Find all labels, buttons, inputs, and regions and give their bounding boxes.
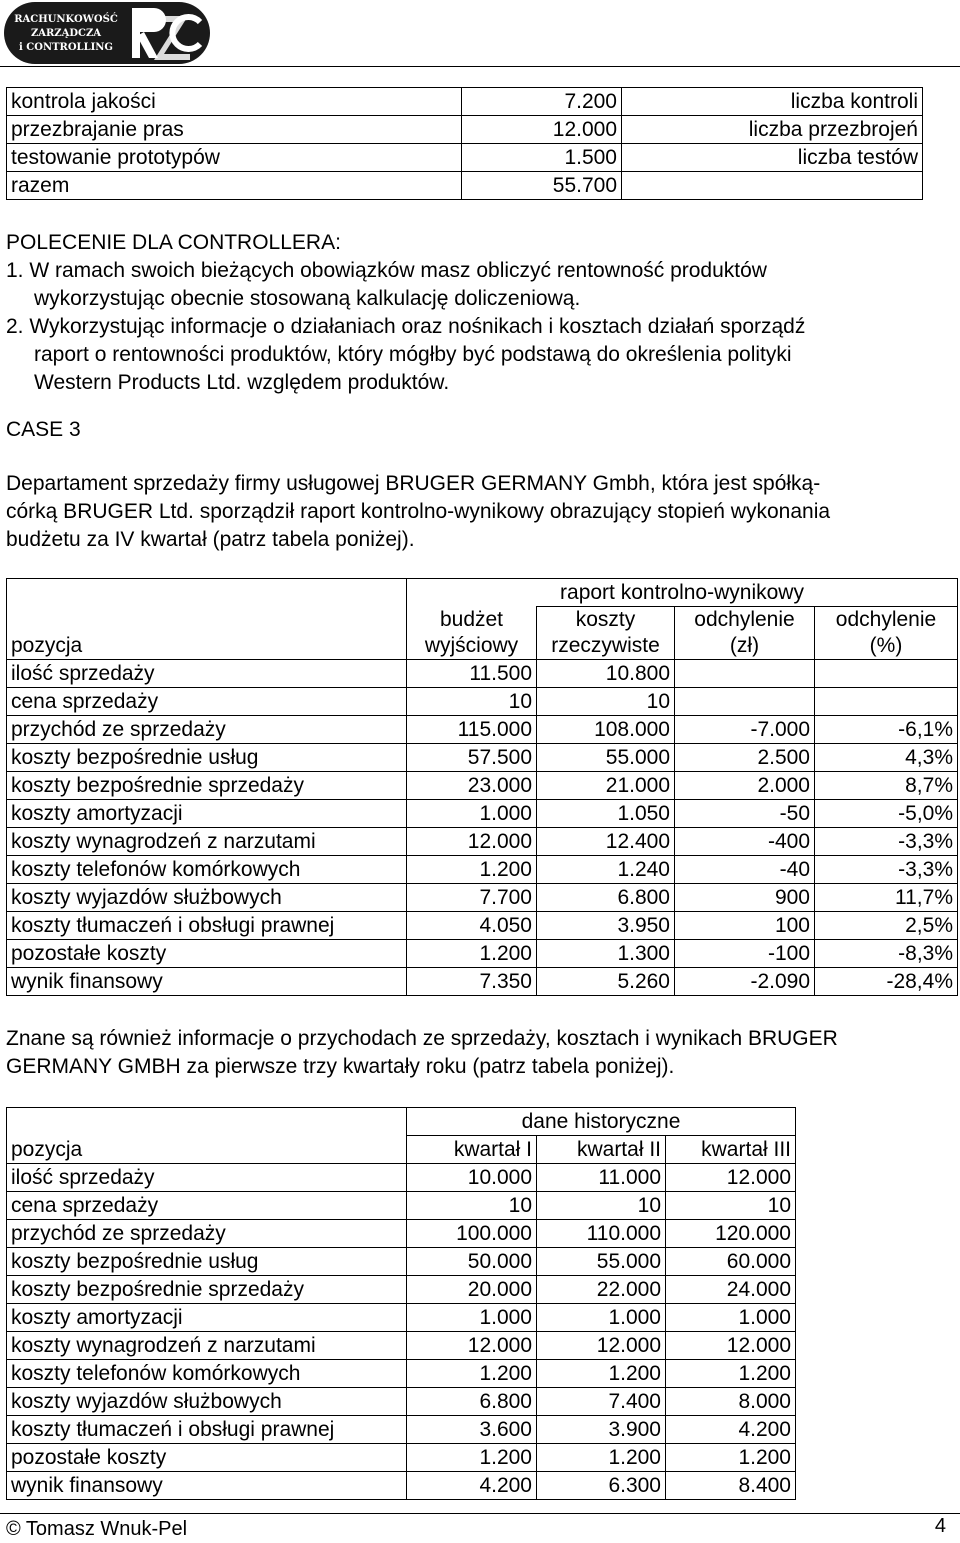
actual-value: 21.000: [537, 772, 675, 800]
variance-zl: 900: [675, 884, 815, 912]
item-name: przychód ze sprzedaży: [7, 1220, 407, 1248]
table-row: [7, 744, 958, 772]
table-row: [7, 1164, 796, 1192]
item-name: koszty amortyzacji: [7, 800, 407, 828]
q1-value: 50.000: [407, 1248, 537, 1276]
actual-value: 5.260: [537, 968, 675, 996]
budget-value: 115.000: [407, 716, 537, 744]
q1-value: 4.200: [407, 1472, 537, 1500]
table-row: [7, 88, 923, 116]
table-row: [7, 1220, 796, 1248]
item-name: cena sprzedaży: [7, 688, 407, 716]
activity-cost: 55.700: [462, 172, 622, 200]
budget-value: 4.050: [407, 912, 537, 940]
variance-zl: 2.500: [675, 744, 815, 772]
q2-value: 6.300: [537, 1472, 666, 1500]
variance-zl: -7.000: [675, 716, 815, 744]
item-name: pozostałe koszty: [7, 940, 407, 968]
case-intro-line-1: Departament sprzedaży firmy usługowej BRUGER GERMANY Gmbh, która jest spółką-: [6, 472, 821, 495]
item-name: koszty wyjazdów służbowych: [7, 884, 407, 912]
q1-value: 100.000: [407, 1220, 537, 1248]
q2-value: 1.200: [537, 1444, 666, 1472]
actual-value: 1.050: [537, 800, 675, 828]
item-name: koszty amortyzacji: [7, 1304, 407, 1332]
item-name: wynik finansowy: [7, 968, 407, 996]
hist-col-header-q3: kwartał III: [666, 1136, 796, 1164]
hist-group-header: dane historyczne: [407, 1108, 796, 1136]
budget-value: 23.000: [407, 772, 537, 800]
item-name: koszty bezpośrednie usług: [7, 744, 407, 772]
q2-value: 12.000: [537, 1332, 666, 1360]
budget-value: 11.500: [407, 660, 537, 688]
actual-value: 55.000: [537, 744, 675, 772]
item-name: cena sprzedaży: [7, 1192, 407, 1220]
historical-intro: [6, 1025, 951, 1081]
q1-value: 12.000: [407, 1332, 537, 1360]
budget-value: 10: [407, 688, 537, 716]
q3-value: 1.200: [666, 1444, 796, 1472]
variance-pct: 4,3%: [815, 744, 958, 772]
actual-value: 1.300: [537, 940, 675, 968]
variance-pct: [815, 660, 958, 688]
item-name: koszty bezpośrednie sprzedaży: [7, 1276, 407, 1304]
activity-cost: 1.500: [462, 144, 622, 172]
q2-value: 11.000: [537, 1164, 666, 1192]
variance-pct: -8,3%: [815, 940, 958, 968]
table-row: [7, 116, 923, 144]
col-header-odchylenie-pct: odchylenie (%): [815, 607, 958, 660]
table-row: [7, 144, 923, 172]
variance-pct: -28,4%: [815, 968, 958, 996]
case-intro-line-2: córką BRUGER Ltd. sporządził raport kontrolno-wynikowy obrazujący stopień wykonania: [6, 500, 831, 523]
actual-value: 1.240: [537, 856, 675, 884]
variance-pct: 11,7%: [815, 884, 958, 912]
table-row: [7, 772, 958, 800]
table-row: [7, 828, 958, 856]
instruction-2-line-2: raport o rentowności produktów, który mógłby być podstawą do określenia polityki: [34, 343, 792, 366]
q3-value: 8.000: [666, 1388, 796, 1416]
case-title: CASE 3: [6, 418, 81, 441]
item-name: koszty wynagrodzeń z narzutami: [7, 828, 407, 856]
actual-value: 12.400: [537, 828, 675, 856]
col-header-odchylenie-zl: odchylenie (zł): [675, 607, 815, 660]
budget-value: 1.200: [407, 856, 537, 884]
q3-value: 12.000: [666, 1332, 796, 1360]
col-header-budzet: budżet wyjściowy: [407, 607, 537, 660]
variance-zl: -400: [675, 828, 815, 856]
q2-value: 10: [537, 1192, 666, 1220]
header-rule: [0, 66, 960, 67]
q2-value: 22.000: [537, 1276, 666, 1304]
instruction-2-line-1: 2. Wykorzystując informacje o działaniach oraz nośnikach i kosztach działań sporządź: [6, 315, 806, 338]
table-row: [7, 800, 958, 828]
control-report-table: [6, 578, 958, 996]
variance-zl: 2.000: [675, 772, 815, 800]
table-row: [7, 1472, 796, 1500]
item-name: ilość sprzedaży: [7, 660, 407, 688]
cost-driver: liczba testów: [622, 144, 923, 172]
table-row: [7, 940, 958, 968]
actual-value: 3.950: [537, 912, 675, 940]
q3-value: 1.200: [666, 1360, 796, 1388]
item-name: koszty wyjazdów służbowych: [7, 1388, 407, 1416]
historical-data-table: [6, 1107, 796, 1500]
col-header-pozycja: pozycja: [7, 579, 407, 660]
activity-name: testowanie prototypów: [7, 144, 462, 172]
table-row: [7, 716, 958, 744]
variance-zl: [675, 688, 815, 716]
col-header-koszty: koszty rzeczywiste: [537, 607, 675, 660]
item-name: koszty tłumaczeń i obsługi prawnej: [7, 1416, 407, 1444]
table-row: [7, 856, 958, 884]
table-row: [7, 688, 958, 716]
variance-pct: -3,3%: [815, 856, 958, 884]
table-row: [7, 1416, 796, 1444]
activity-name: razem: [7, 172, 462, 200]
actual-value: 6.800: [537, 884, 675, 912]
activity-name: kontrola jakości: [7, 88, 462, 116]
q3-value: 8.400: [666, 1472, 796, 1500]
variance-pct: -5,0%: [815, 800, 958, 828]
instructions-heading: POLECENIE DLA CONTROLLERA:: [6, 231, 341, 254]
item-name: koszty telefonów komórkowych: [7, 856, 407, 884]
activity-cost: 12.000: [462, 116, 622, 144]
table-row: [7, 912, 958, 940]
instruction-2-line-3: Western Products Ltd. względem produktów.: [34, 371, 450, 394]
q2-value: 1.000: [537, 1304, 666, 1332]
activities-table: [6, 87, 923, 200]
variance-pct: [815, 688, 958, 716]
item-name: przychód ze sprzedaży: [7, 716, 407, 744]
activity-name: przezbrajanie pras: [7, 116, 462, 144]
table-row: [7, 1192, 796, 1220]
case-intro-line-3: budżetu za IV kwartał (patrz tabela poniżej).: [6, 528, 415, 551]
q3-value: 60.000: [666, 1248, 796, 1276]
actual-value: 10: [537, 688, 675, 716]
q1-value: 3.600: [407, 1416, 537, 1444]
q1-value: 1.200: [407, 1444, 537, 1472]
variance-pct: -6,1%: [815, 716, 958, 744]
page-number: 4: [934, 1515, 946, 1537]
actual-value: 108.000: [537, 716, 675, 744]
item-name: koszty tłumaczeń i obsługi prawnej: [7, 912, 407, 940]
budget-value: 7.700: [407, 884, 537, 912]
item-name: koszty bezpośrednie usług: [7, 1248, 407, 1276]
table-row: [7, 660, 958, 688]
q3-value: 12.000: [666, 1164, 796, 1192]
footer-author: © Tomasz Wnuk-Pel: [6, 1518, 188, 1540]
table-row: [7, 1444, 796, 1472]
q2-value: 7.400: [537, 1388, 666, 1416]
instruction-1-line-1: 1. W ramach swoich bieżących obowiązków masz obliczyć rentowność produktów: [6, 259, 767, 282]
table-row: [7, 1304, 796, 1332]
historical-intro-line-2: GERMANY GMBH za pierwsze trzy kwartały roku (patrz tabela poniżej).: [6, 1055, 675, 1078]
hist-col-header-pozycja: pozycja: [7, 1108, 407, 1164]
variance-zl: -40: [675, 856, 815, 884]
table-row: [7, 968, 958, 996]
item-name: koszty wynagrodzeń z narzutami: [7, 1332, 407, 1360]
q2-value: 1.200: [537, 1360, 666, 1388]
cost-driver: [622, 172, 923, 200]
table-row: [7, 1248, 796, 1276]
variance-zl: [675, 660, 815, 688]
case-intro: [6, 470, 951, 554]
variance-pct: 8,7%: [815, 772, 958, 800]
variance-zl: -100: [675, 940, 815, 968]
table-row: [7, 172, 923, 200]
item-name: pozostałe koszty: [7, 1444, 407, 1472]
q3-value: 120.000: [666, 1220, 796, 1248]
variance-pct: 2,5%: [815, 912, 958, 940]
budget-value: 12.000: [407, 828, 537, 856]
table-row: [7, 1276, 796, 1304]
item-name: koszty telefonów komórkowych: [7, 1360, 407, 1388]
item-name: ilość sprzedaży: [7, 1164, 407, 1192]
budget-value: 57.500: [407, 744, 537, 772]
q1-value: 6.800: [407, 1388, 537, 1416]
q1-value: 10.000: [407, 1164, 537, 1192]
variance-zl: -2.090: [675, 968, 815, 996]
variance-zl: 100: [675, 912, 815, 940]
instructions: [6, 229, 946, 397]
q3-value: 24.000: [666, 1276, 796, 1304]
table-row: [7, 884, 958, 912]
hist-col-header-q2: kwartał II: [537, 1136, 666, 1164]
logo-line-2: ZARZĄDCZA: [30, 28, 102, 39]
budget-value: 1.000: [407, 800, 537, 828]
hist-col-header-q1: kwartał I: [407, 1136, 537, 1164]
q2-value: 55.000: [537, 1248, 666, 1276]
q1-value: 1.200: [407, 1360, 537, 1388]
table-row: [7, 1360, 796, 1388]
activity-cost: 7.200: [462, 88, 622, 116]
variance-pct: -3,3%: [815, 828, 958, 856]
logo-line-3: i CONTROLLING: [19, 42, 113, 53]
cost-driver: liczba kontroli: [622, 88, 923, 116]
budget-value: 1.200: [407, 940, 537, 968]
q3-value: 10: [666, 1192, 796, 1220]
logo-line-1: RACHUNKOWOŚĆ: [14, 14, 118, 25]
historical-intro-line-1: Znane są również informacje o przychodach ze sprzedaży, kosztach i wynikach BRUGER: [6, 1027, 838, 1050]
item-name: koszty bezpośrednie sprzedaży: [7, 772, 407, 800]
q2-value: 110.000: [537, 1220, 666, 1248]
q1-value: 10: [407, 1192, 537, 1220]
instruction-1-line-2: wykorzystując obecnie stosowaną kalkulację doliczeniową.: [34, 287, 581, 310]
variance-zl: -50: [675, 800, 815, 828]
q2-value: 3.900: [537, 1416, 666, 1444]
q1-value: 1.000: [407, 1304, 537, 1332]
cost-driver: liczba przezbrojeń: [622, 116, 923, 144]
q3-value: 1.000: [666, 1304, 796, 1332]
table-row: [7, 1388, 796, 1416]
actual-value: 10.800: [537, 660, 675, 688]
footer-rule: [0, 1513, 960, 1514]
q1-value: 20.000: [407, 1276, 537, 1304]
q3-value: 4.200: [666, 1416, 796, 1444]
item-name: wynik finansowy: [7, 1472, 407, 1500]
table-row: [7, 1332, 796, 1360]
journal-logo: [4, 2, 210, 64]
budget-value: 7.350: [407, 968, 537, 996]
group-header: raport kontrolno-wynikowy: [407, 579, 958, 607]
